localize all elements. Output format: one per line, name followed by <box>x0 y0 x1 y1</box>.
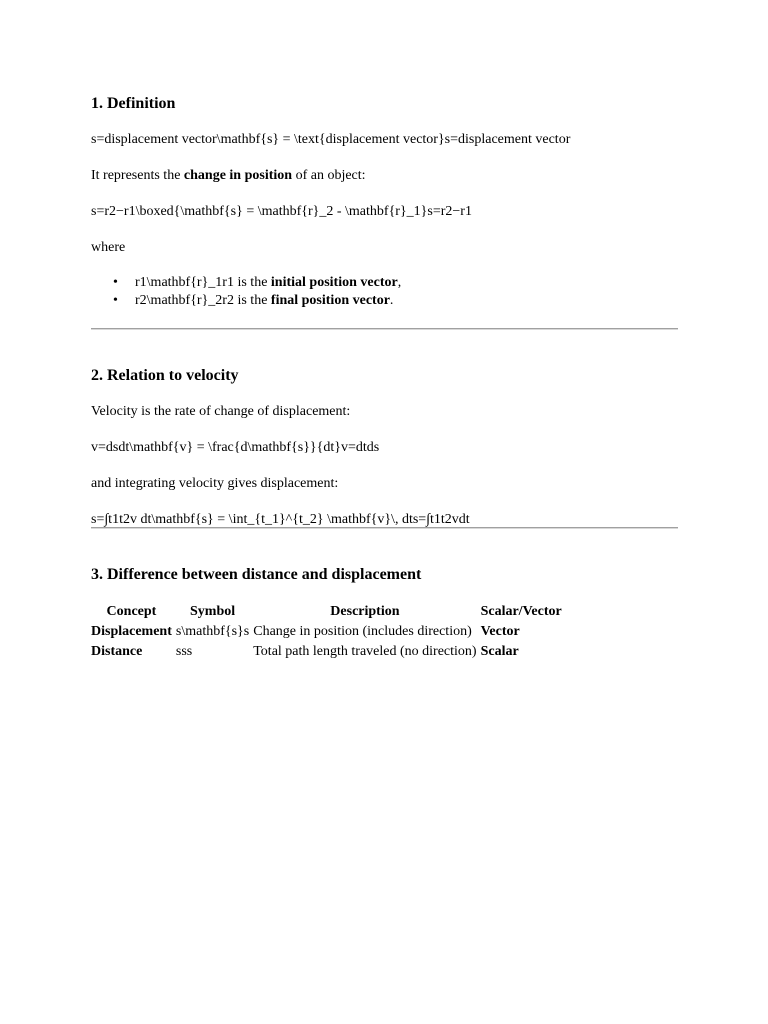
text-run: . <box>389 293 394 308</box>
column-header-description: Description <box>330 603 400 619</box>
velocity-formula: v=dsdt\mathbf{v} = \frac{d\mathbf{s}}{dt}v=dtds <box>91 440 380 455</box>
list-item <box>91 292 401 310</box>
text-run: , <box>397 275 402 290</box>
column-header-concept: Concept <box>106 603 157 619</box>
table-row <box>89 621 564 641</box>
bold-text-run: change in position <box>183 168 293 183</box>
symbol-cell: s\mathbf{s}s <box>175 623 250 639</box>
definition-line: s=displacement vector\mathbf{s} = \text{displacement vector}s=displacement vector <box>91 132 571 147</box>
section-2-heading: 2. Relation to velocity <box>91 367 239 384</box>
column-header-symbol: Symbol <box>190 603 236 619</box>
text-run: r2\mathbf{r}_2r2 is the <box>135 293 271 308</box>
integral-formula: s=∫t1t2v dt\mathbf{s} = \int_{t_1}^{t_2} \mathbf{v}\, dts=∫t1t2vdt <box>91 512 470 527</box>
section-3-heading: 3. Difference between distance and displacement <box>91 566 422 583</box>
table-row <box>89 641 564 661</box>
displacement-formula: s=r2−r1\boxed{\mathbf{s} = \mathbf{r}_2 - \mathbf{r}_1}s=r2−r1 <box>91 204 472 219</box>
section-1-heading: 1. Definition <box>91 95 176 112</box>
bold-text-run: initial position vector <box>270 275 398 290</box>
text-run: It represents the <box>91 168 184 183</box>
table-header-row <box>89 601 564 621</box>
section-divider <box>91 328 678 330</box>
where-text: where <box>91 240 126 255</box>
column-header-scalar-vector: Scalar/Vector <box>480 603 562 619</box>
section-divider <box>91 527 678 529</box>
comparison-table <box>89 601 564 661</box>
position-vector-list <box>91 274 401 310</box>
concept-cell: Distance <box>91 643 143 659</box>
symbol-cell: sss <box>175 643 193 659</box>
velocity-definition-line: Velocity is the rate of change of displacement: <box>91 404 351 419</box>
integration-line: and integrating velocity gives displacement: <box>91 476 339 491</box>
text-run: of an object: <box>292 168 366 183</box>
description-cell: Total path length traveled (no direction) <box>253 643 477 659</box>
description-cell: Change in position (includes direction) <box>253 623 472 639</box>
text-run: r1\mathbf{r}_1r1 is the <box>135 275 271 290</box>
type-cell: Vector <box>480 623 520 639</box>
bold-text-run: final position vector <box>270 293 390 308</box>
type-cell: Scalar <box>480 643 519 659</box>
concept-cell: Displacement <box>91 623 172 639</box>
change-in-position-line <box>91 167 366 184</box>
list-item <box>91 274 401 292</box>
